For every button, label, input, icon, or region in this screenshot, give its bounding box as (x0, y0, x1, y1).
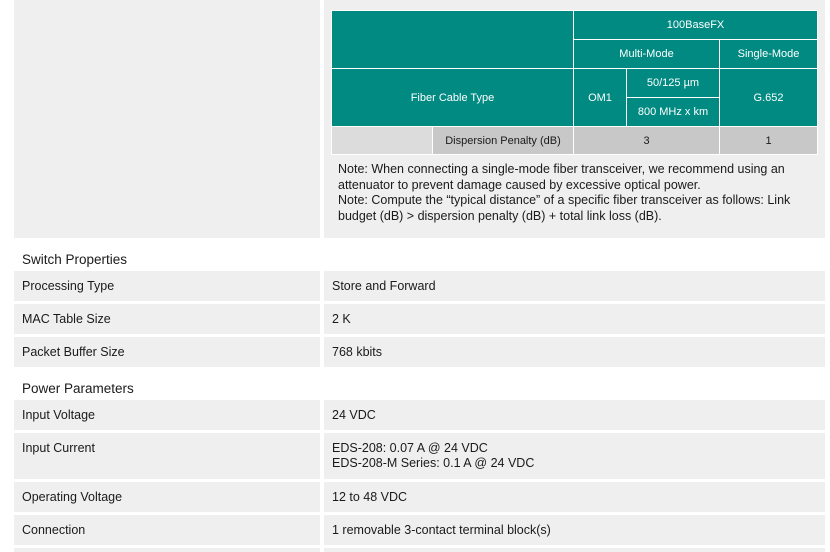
spec-label: Input Current (22, 441, 95, 455)
spec-label-cell (14, 400, 320, 430)
spec-label-cell (14, 515, 320, 545)
spec-label: Packet Buffer Size (22, 345, 125, 359)
spec-label: Connection (22, 523, 86, 537)
note-attenuator: Note: When connecting a single-mode fiber transceiver, we recommend using an attenuator to prevent damage caused by excessive optical power. (338, 162, 785, 192)
note-typical-distance: Note: Compute the “typical distance” of a specific fiber transceiver as follows: Link budget (dB) > dispersion penalty (dB) + total link loss (dB). (338, 193, 791, 223)
spec-label: Processing Type (22, 279, 115, 293)
row-label-dispersion-penalty: Dispersion Penalty (dB) (433, 127, 574, 155)
spec-value-line2: EDS-208-M Series: 0.1 A @ 24 VDC (332, 456, 535, 470)
fiber-notes (338, 162, 813, 224)
spec-label-cell (14, 337, 320, 367)
spec-label-cell (14, 433, 320, 479)
spec-value: EDS-208: 0.07 A @ 24 VDC (332, 441, 488, 455)
spec-value-cell (324, 271, 825, 301)
section-title-switch-properties: Switch Properties (22, 252, 128, 267)
cell-bandwidth: 800 MHz x km (627, 98, 720, 127)
cell-dispersion-single: 1 (720, 127, 818, 155)
fiber-cable-table (331, 10, 818, 155)
cell-core-size: 50/125 µm (627, 69, 720, 98)
spec-value-cell (324, 337, 825, 367)
spec-label: Operating Voltage (22, 490, 123, 504)
spec-value-cell (324, 304, 825, 334)
header-single-mode: Single-Mode (720, 40, 818, 69)
spec-label-cell (14, 482, 320, 512)
spec-label-cell-partial (14, 548, 320, 552)
spec-label-cell-fiber (14, 0, 320, 238)
spec-value-cell (324, 482, 825, 512)
cell-om1: OM1 (574, 69, 627, 127)
spec-label-cell (14, 271, 320, 301)
spec-value: Store and Forward (332, 279, 436, 293)
header-multi-mode: Multi-Mode (574, 40, 720, 69)
spec-value-cell-partial (324, 548, 825, 552)
cell-dispersion-multi: 3 (574, 127, 720, 155)
section-title-power-parameters: Power Parameters (22, 381, 134, 396)
row-label-fiber-cable-type: Fiber Cable Type (332, 69, 574, 127)
spec-value-cell (324, 433, 825, 479)
spec-label-cell (14, 304, 320, 334)
spec-value: 24 VDC (332, 408, 376, 422)
spec-value-cell (324, 400, 825, 430)
dispersion-blank-cell (332, 127, 433, 155)
spec-value: 2 K (332, 312, 351, 326)
table-corner-cell (332, 11, 574, 69)
cell-g652: G.652 (720, 69, 818, 127)
spec-value: 768 kbits (332, 345, 383, 359)
header-100basefx: 100BaseFX (574, 11, 818, 40)
spec-value: 12 to 48 VDC (332, 490, 408, 504)
spec-label: Input Voltage (22, 408, 95, 422)
spec-value: 1 removable 3-contact terminal block(s) (332, 523, 551, 537)
spec-label: MAC Table Size (22, 312, 111, 326)
spec-value-cell (324, 515, 825, 545)
